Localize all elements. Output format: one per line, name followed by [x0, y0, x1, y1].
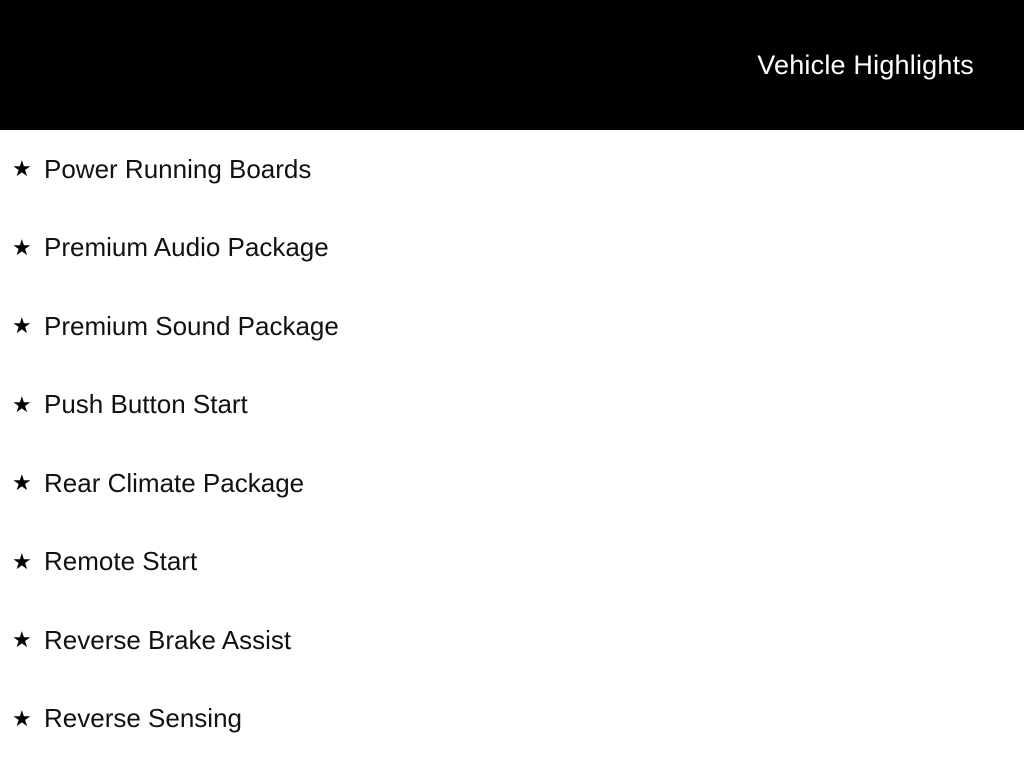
highlight-label: Power Running Boards	[44, 153, 312, 184]
star-icon: ★	[12, 234, 32, 260]
header-bar	[0, 0, 1024, 130]
star-icon: ★	[12, 705, 32, 731]
list-item	[0, 130, 1024, 209]
page-title: Vehicle Highlights	[757, 50, 974, 80]
highlight-label: Reverse Sensing	[44, 703, 242, 734]
list-item	[0, 366, 1024, 445]
star-icon: ★	[12, 313, 32, 339]
highlight-label: Remote Start	[44, 546, 198, 577]
star-icon: ★	[12, 627, 32, 653]
star-icon: ★	[12, 470, 32, 496]
list-item	[0, 523, 1024, 602]
list-item	[0, 209, 1024, 288]
vehicle-highlights-list	[0, 130, 1024, 758]
highlight-label: Premium Audio Package	[44, 232, 329, 263]
star-icon: ★	[12, 548, 32, 574]
list-item	[0, 444, 1024, 523]
star-icon: ★	[12, 391, 32, 417]
list-item	[0, 680, 1024, 759]
highlight-label: Reverse Brake Assist	[44, 624, 292, 655]
highlight-label: Rear Climate Package	[44, 467, 305, 498]
highlight-label: Premium Sound Package	[44, 310, 339, 341]
list-item	[0, 601, 1024, 680]
highlight-label: Push Button Start	[44, 389, 248, 420]
list-item	[0, 287, 1024, 366]
star-icon: ★	[12, 156, 32, 182]
